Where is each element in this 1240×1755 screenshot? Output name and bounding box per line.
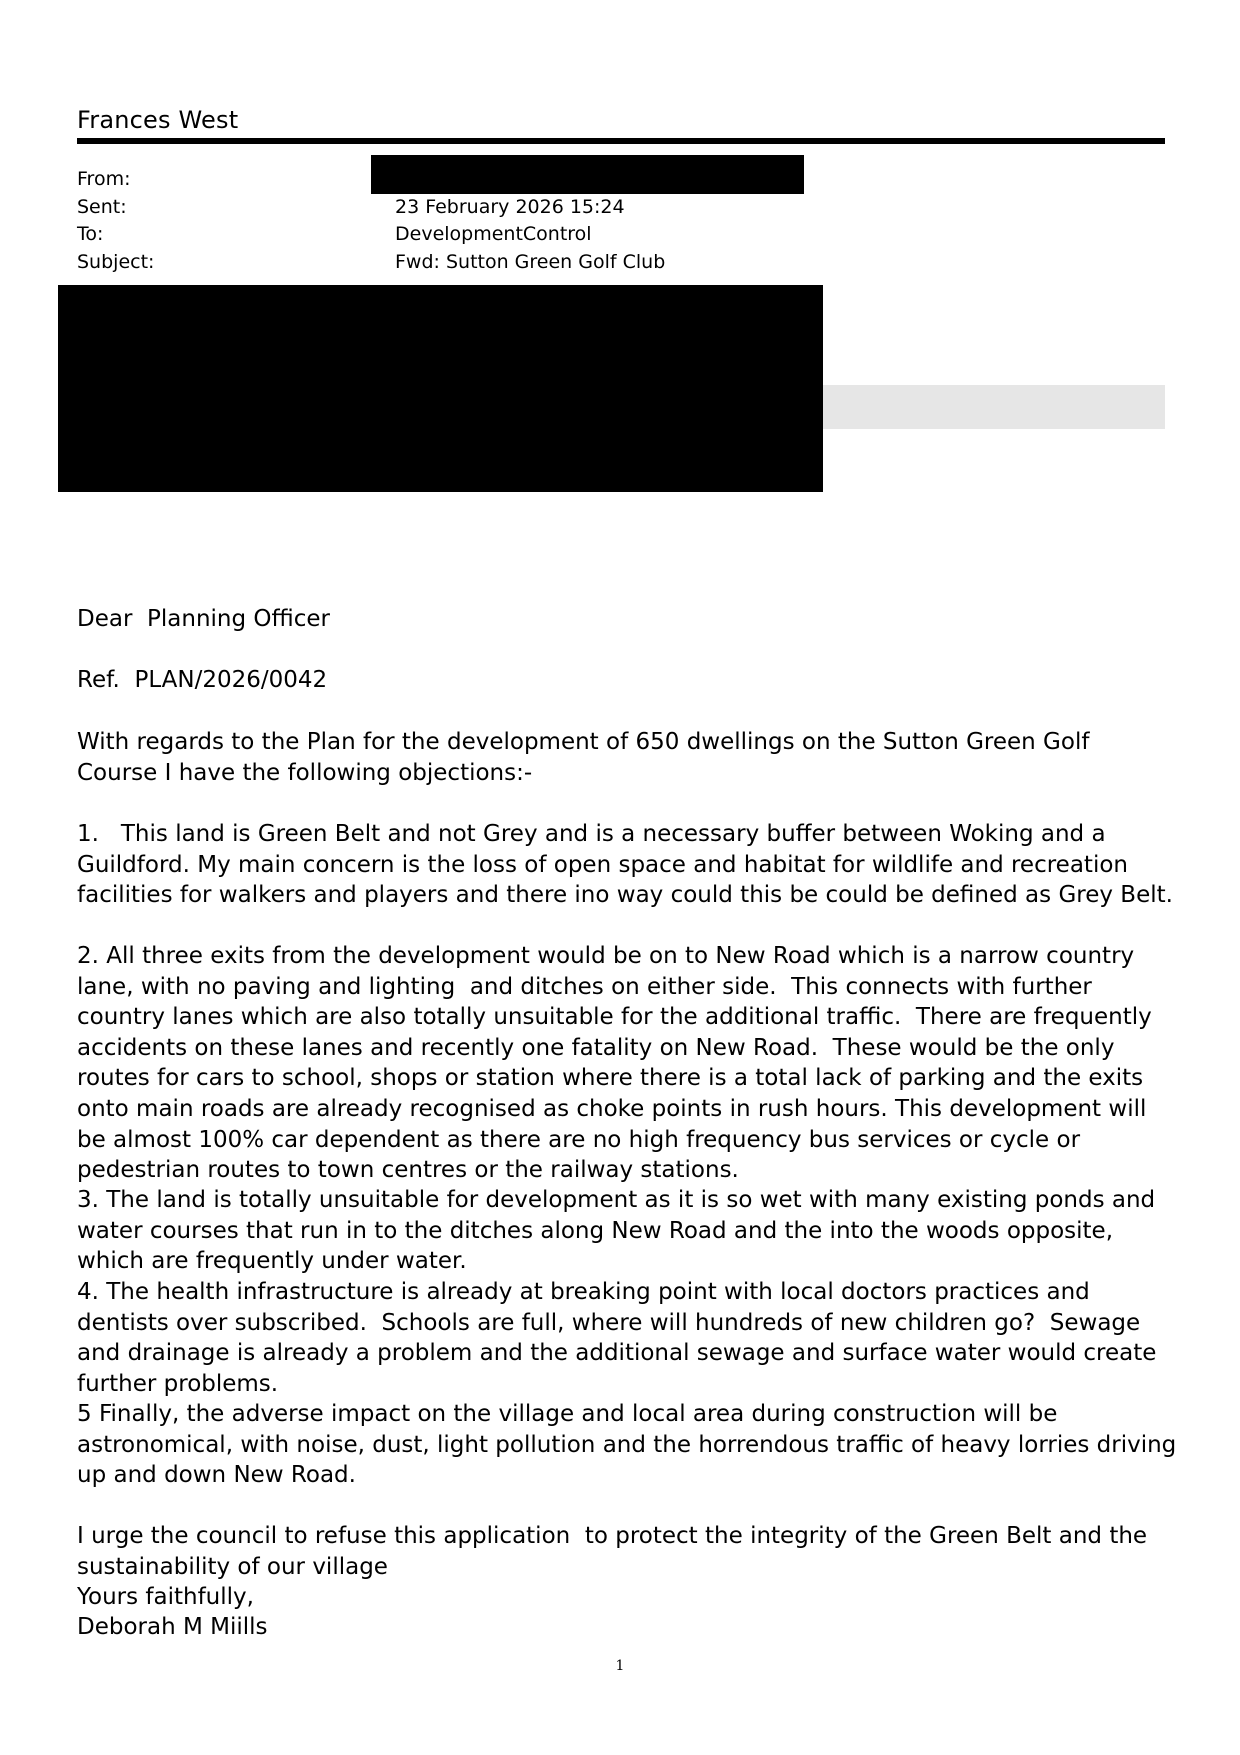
subject-value: Fwd: Sutton Green Golf Club [395, 251, 666, 273]
from-label: From: [77, 168, 131, 190]
sender-name: Frances West [77, 106, 239, 134]
grey-band [820, 385, 1165, 429]
objection-5: 5 Finally, the adverse impact on the village and local area during construction will be astronomical, with noise, dust, light pollution and the horrendous traffic of heavy lorries driving up and down New Road. [77, 1401, 1184, 1489]
signatory: Deborah M Miills [77, 1614, 268, 1640]
header-rule [77, 138, 1165, 144]
page-number: 1 [615, 1658, 625, 1674]
objection-2: 2. All three exits from the development would be on to New Road which is a narrow country lane, with no paving and lighting and ditches on either side. This connects with further country lanes which are also totally unsuitable for the additional traffic. There are frequently accidents on these lanes and recently one fatality on New Road. These would be the only routes for cars to school, shops or station where there is a total lack of parking and the exits onto main roads are already recognised as choke points in rush hours. This development will be almost 100% car dependent as there are no high frequency bus services or cycle or pedestrian routes to town centres or the railway stations. [77, 943, 1160, 1184]
intro-paragraph: With regards to the Plan for the development of 650 dwellings on the Sutton Green Golf Course I have the following objections:- [77, 729, 1097, 786]
sent-label: Sent: [77, 196, 127, 218]
objection-4: 4. The health infrastructure is already at breaking point with local doctors practices and dentists over subscribed. Schools are full, where will hundreds of new children go? Sewage and drainage is already a problem and the additional sewage and surface water would create further problems. [77, 1279, 1164, 1397]
sent-value: 23 February 2026 15:24 [395, 196, 625, 218]
salutation: Dear Planning Officer [77, 606, 331, 632]
redacted-block [58, 285, 823, 492]
subject-label: Subject: [77, 251, 155, 273]
sign-off: Yours faithfully, [77, 1584, 254, 1610]
objection-3: 3. The land is totally unsuitable for development as it is so wet with many existing ponds and water courses that run in to the ditches along New Road and the into the woods opposite, which are frequently under water. [77, 1187, 1163, 1275]
redacted-from-address [371, 155, 804, 194]
closing-request: I urge the council to refuse this application to protect the integrity of the Green Belt and the sustainability of our village [77, 1523, 1155, 1580]
objection-1: 1. This land is Green Belt and not Grey and is a necessary buffer between Woking and a Guildford. My main concern is the loss of open space and habitat for wildlife and recreation facilities for walkers and players and there ino way could this be could be defined as Grey Belt. [77, 821, 1173, 909]
reference: Ref. PLAN/2026/0042 [77, 667, 328, 693]
to-value: DevelopmentControl [395, 223, 592, 245]
to-label: To: [77, 223, 104, 245]
